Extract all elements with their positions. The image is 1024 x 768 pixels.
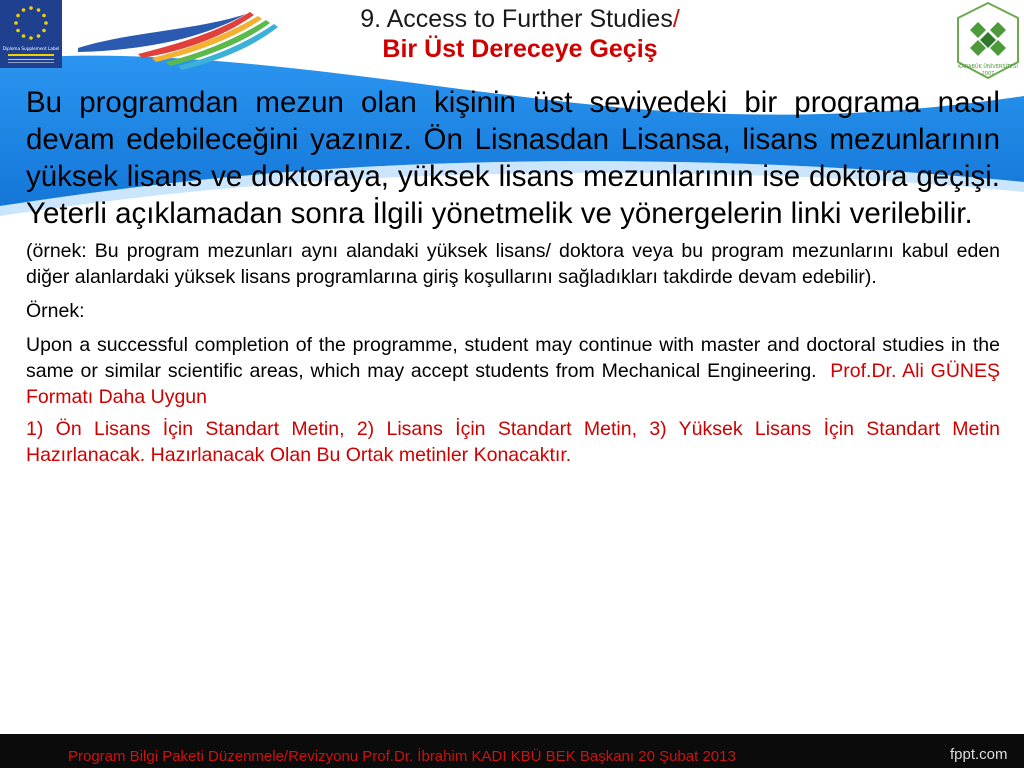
title-slash: / bbox=[672, 5, 680, 33]
example-paragraph: (örnek: Bu program mezunları aynı alandaki yüksek lisans/ doktora veya bu program mezunlarını kabul eden diğer alanlardaki yüksek lisans programlarına giriş koşullarını sağladıkları takdirde devam edebilir). bbox=[26, 240, 1000, 288]
title-turkish: Bir Üst Dereceye Geçiş bbox=[382, 35, 658, 63]
english-note: Prof.Dr. Ali GÜNEŞ Formatı Daha Uygun bbox=[26, 360, 1001, 408]
ornek-label: Örnek: bbox=[26, 300, 85, 322]
uni-logo-year: 2007 bbox=[981, 71, 995, 77]
eu-logo-label: Diploma Supplement Label bbox=[2, 46, 60, 51]
title-english-text: 9. Access to Further Studies bbox=[360, 5, 673, 33]
english-paragraph-text: Upon a successful completion of the programme, student may continue with master and doctoral studies in the same or similar scientific areas, which may accept students from Mechanical Engineering. bbox=[26, 334, 1000, 382]
karabuk-university-logo bbox=[952, 0, 1024, 82]
slide-title bbox=[300, 4, 740, 64]
fppt-watermark: fppt.com bbox=[950, 746, 1008, 763]
english-paragraph bbox=[26, 332, 1000, 410]
slide-content bbox=[26, 84, 1000, 468]
standard-text-note: 1) Ön Lisans İçin Standart Metin, 2) Lisans İçin Standart Metin, 3) Yüksek Lisans İçin Standart Metin Hazırlanacak. Hazırlanacak Olan Bu Ortak metinler Konacaktır. bbox=[26, 418, 1000, 466]
title-english bbox=[300, 4, 740, 34]
eu-diploma-supplement-logo bbox=[0, 0, 62, 68]
main-paragraph: Bu programdan mezun olan kişinin üst seviyedeki bir programa nasıl devam edebileceğini yazınız. Ön Lisnasdan Lisansa, lisans mezunlarının yüksek lisans ve doktoraya, yüksek lisans mezunlarının ise doktora geçişi. Yeterli açıklamadan sonra İlgili yönetmelik ve yönergelerin linki verilebilir. bbox=[26, 86, 1000, 230]
footer-bar bbox=[0, 734, 1024, 768]
uni-logo-label: KARABÜK ÜNİVERSİTESİ bbox=[958, 64, 1018, 70]
footer-text: Program Bilgi Paketi Düzenmele/Revizyonu Prof.Dr. İbrahim KADI KBÜ BEK Başkanı 20 Şubat 2013 bbox=[68, 748, 736, 765]
swoosh-logo bbox=[78, 6, 298, 72]
